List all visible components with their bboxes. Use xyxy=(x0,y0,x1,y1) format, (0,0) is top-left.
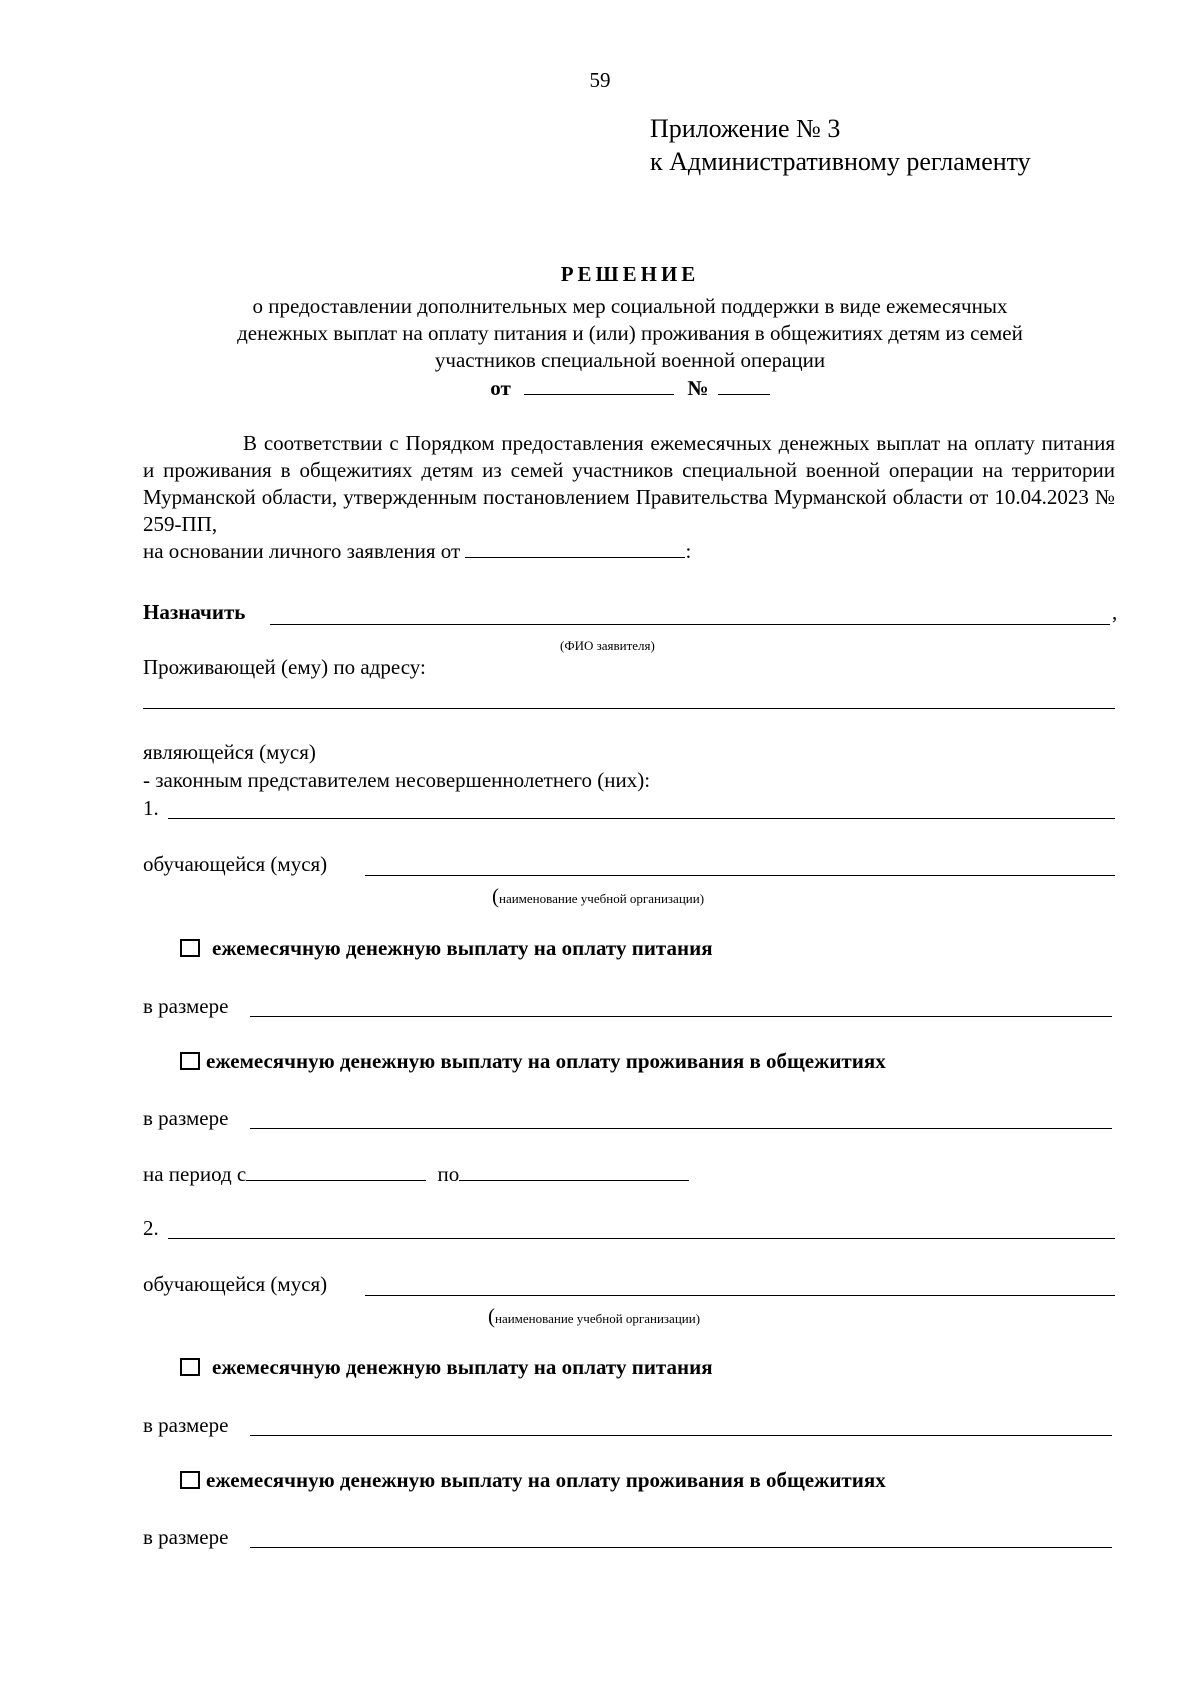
child-1-dorm-amount-field[interactable] xyxy=(250,1128,1112,1129)
period-to-field[interactable] xyxy=(459,1162,689,1181)
subtitle-line-1: о предоставлении дополнительных мер социальной поддержки в виде ежемесячных xyxy=(252,294,1008,318)
child-2-name-field[interactable] xyxy=(168,1238,1115,1239)
child-1-food-amount-label: в размере xyxy=(143,994,229,1018)
appendix-line-1: Приложение № 3 xyxy=(650,114,841,143)
intro-text: В соответствии с Порядком предоставления ежемесячных денежных выплат на оплату питания и проживания в общежитиях детям из семей участников специальной военной операции на территории Мурманской области, утвержденным постановлением Правительства Мурманской области от 10.04.2023 № 259-ПП, xyxy=(143,431,1115,536)
representative-label: - законным представителем несовершеннолетнего (них): xyxy=(143,768,651,792)
child-2-food-label: ежемесячную денежную выплату на оплату питания xyxy=(212,1355,713,1379)
child-2-food-option[interactable] xyxy=(180,1355,713,1380)
address-label: Проживающей (ему) по адресу: xyxy=(143,655,426,679)
child-2-org-field[interactable] xyxy=(365,1295,1115,1296)
basis-label: на основании личного заявления от xyxy=(143,539,461,563)
assign-comma: , xyxy=(1112,600,1118,624)
being-label: являющейся (муся) xyxy=(143,740,316,764)
appendix-header xyxy=(650,112,1031,178)
child-1-food-amount-field[interactable] xyxy=(250,1016,1112,1017)
date-from-label: от xyxy=(490,376,511,400)
child-2-number: 2. xyxy=(143,1216,159,1240)
document-subtitle xyxy=(150,293,1110,374)
child-2-org-caption: (наименование учебной организации) xyxy=(488,1304,701,1328)
child-2-dorm-checkbox[interactable] xyxy=(180,1471,200,1489)
child-1-number: 1. xyxy=(143,796,159,820)
child-1-period-row xyxy=(143,1162,689,1187)
address-field[interactable] xyxy=(143,708,1115,709)
period-from-field[interactable] xyxy=(246,1162,426,1181)
child-1-org-caption: (наименование учебной организации) xyxy=(492,884,705,908)
child-1-name-field[interactable] xyxy=(168,818,1115,819)
basis-end: : xyxy=(685,539,692,563)
applicant-name-field[interactable] xyxy=(270,624,1110,625)
applicant-name-caption: (ФИО заявителя) xyxy=(560,638,655,653)
page-number: 59 xyxy=(589,68,611,92)
child-2-food-checkbox[interactable] xyxy=(180,1358,200,1376)
date-field[interactable] xyxy=(524,376,674,395)
child-1-dorm-amount-label: в размере xyxy=(143,1106,229,1130)
child-1-food-checkbox[interactable] xyxy=(180,939,200,957)
child-2-dorm-label: ежемесячную денежную выплату на оплату проживания в общежитиях xyxy=(206,1468,886,1492)
subtitle-line-3: участников специальной военной операции xyxy=(434,348,826,372)
number-label: № xyxy=(687,376,709,400)
child-1-dorm-option[interactable] xyxy=(180,1049,886,1074)
child-2-dorm-amount-label: в размере xyxy=(143,1525,229,1549)
date-number-line xyxy=(0,376,1200,401)
assign-row xyxy=(143,600,245,625)
child-1-dorm-checkbox[interactable] xyxy=(180,1052,200,1070)
document-title: РЕШЕНИЕ xyxy=(560,262,700,286)
application-date-field[interactable] xyxy=(465,539,685,558)
number-field[interactable] xyxy=(718,376,770,395)
child-2-dorm-option[interactable] xyxy=(180,1468,886,1493)
child-1-dorm-label: ежемесячную денежную выплату на оплату проживания в общежитиях xyxy=(206,1049,886,1073)
period-from-label: на период с xyxy=(143,1162,247,1186)
child-2-studying-label: обучающейся (муся) xyxy=(143,1272,328,1296)
assign-label: Назначить xyxy=(143,600,246,624)
period-to-label: по xyxy=(437,1162,460,1186)
child-2-dorm-amount-field[interactable] xyxy=(250,1547,1112,1548)
child-1-studying-label: обучающейся (муся) xyxy=(143,852,328,876)
child-1-org-field[interactable] xyxy=(365,875,1115,876)
child-2-food-amount-label: в размере xyxy=(143,1413,229,1437)
subtitle-line-2: денежных выплат на оплату питания и (или) проживания в общежитиях детям из семей xyxy=(237,321,1023,345)
child-1-food-option[interactable] xyxy=(180,936,713,961)
appendix-line-2: к Административному регламенту xyxy=(650,147,1031,176)
intro-paragraph xyxy=(143,430,1115,565)
child-1-food-label: ежемесячную денежную выплату на оплату питания xyxy=(212,936,713,960)
child-2-food-amount-field[interactable] xyxy=(250,1435,1112,1436)
